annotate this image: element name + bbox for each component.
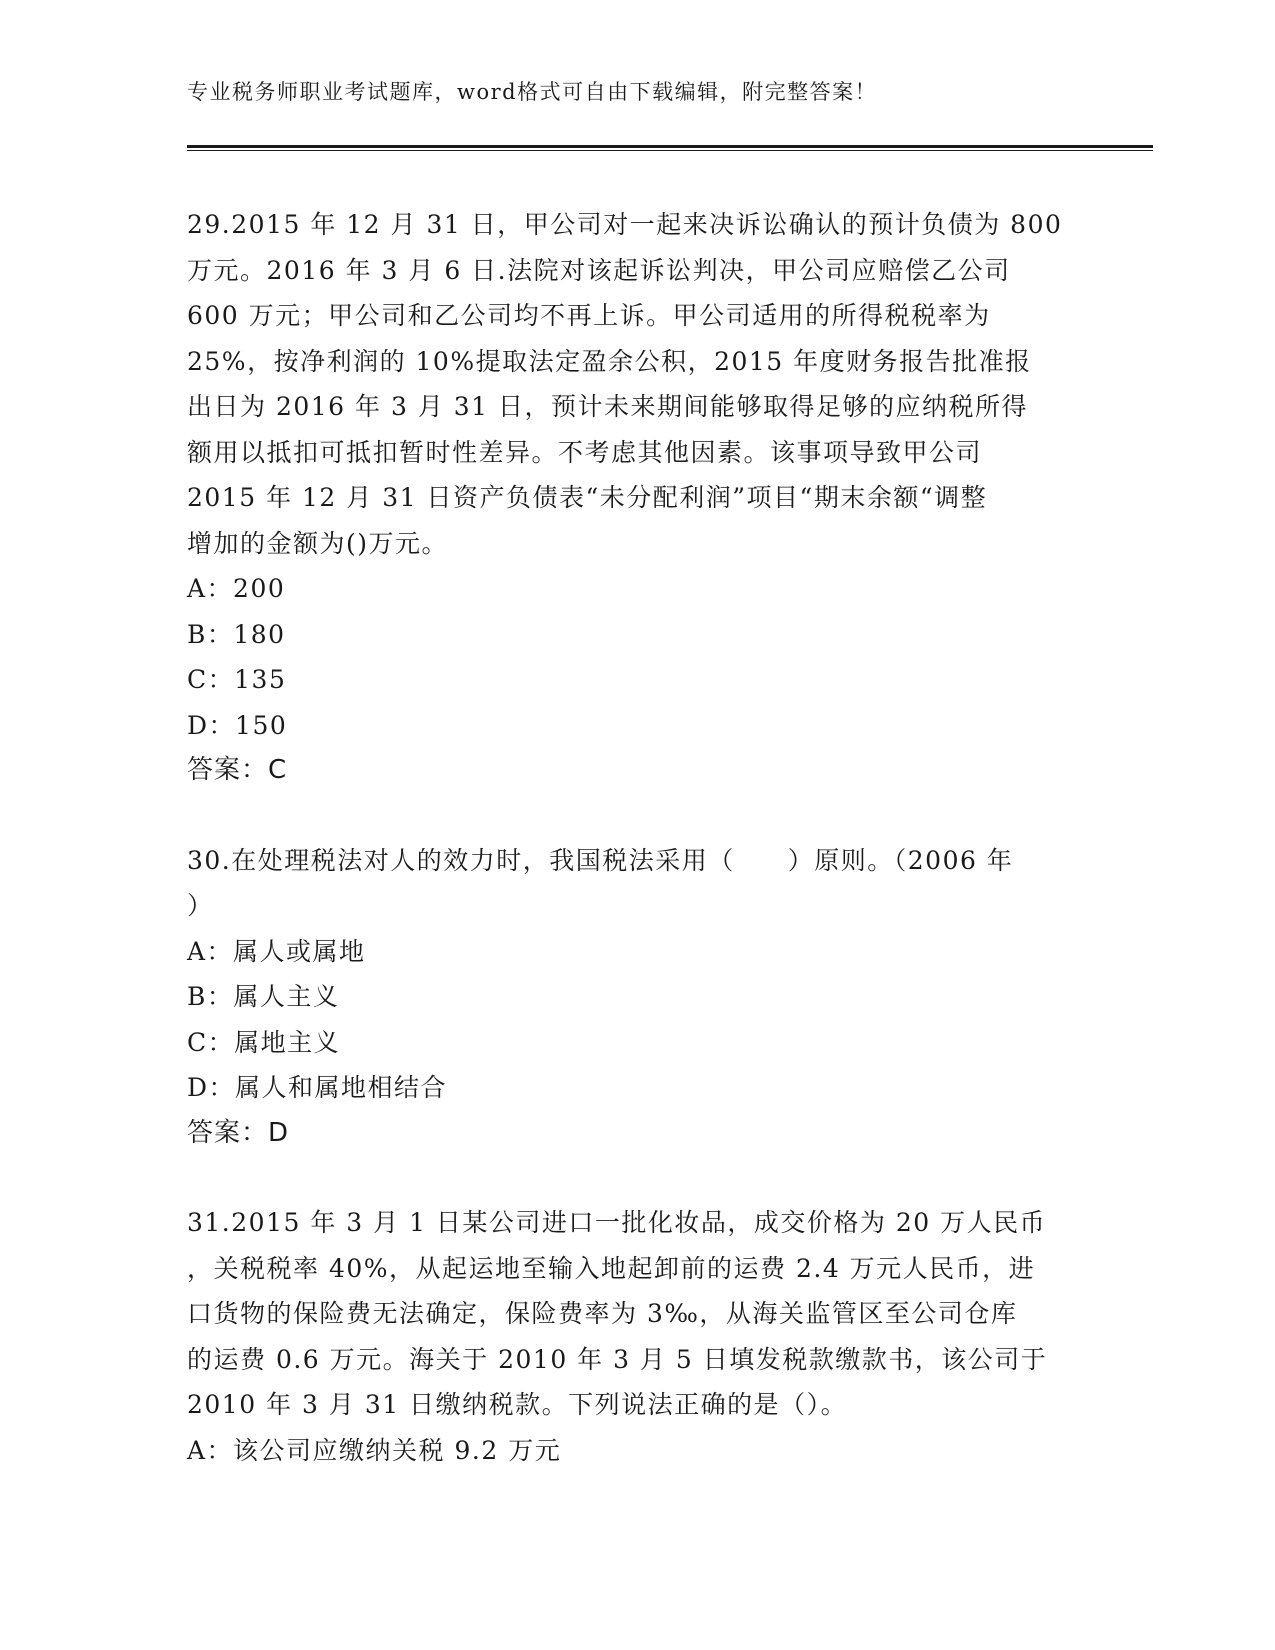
page-header-text: 专业税务师职业考试题库，word格式可自由下载编辑，附完整答案！ <box>187 80 878 104</box>
option-c: C：属地主义 <box>187 1027 341 1057</box>
option-a: A：200 <box>187 574 286 603</box>
answer-line: 答案：C <box>187 755 288 785</box>
question-text-line: 2015 年 12 月 31 日资产负债表“未分配利润”项目“期末余额“调整 <box>187 483 988 512</box>
question-text-line: ，关税税率 40%，从起运地至输入地起卸前的运费 2.4 万元人民币，进 <box>187 1253 1036 1283</box>
question-gap <box>187 794 1077 838</box>
question-text-line: 出日为 2016 年 3 月 31 日，预计未来期间能够取得足够的应纳税所得 <box>187 392 1029 421</box>
question-text-line: 的运费 0.6 万元。海关于 2010 年 3 月 5 日填发税款缴款书，该公司于 <box>187 1344 1048 1374</box>
answer-line: 答案：D <box>187 1117 290 1148</box>
question-text-line: 29.2015 年 12 月 31 日，甲公司对一起来决诉讼确认的预计负债为 800 <box>187 210 1063 239</box>
question-30 <box>187 838 1077 1157</box>
option-a: A：属人或属地 <box>187 936 366 966</box>
option-c: C：135 <box>187 665 287 694</box>
option-b: B：180 <box>187 619 286 649</box>
question-text-line: 口货物的保险费无法确定，保险费率为 3‰，从海关监管区至公司仓库 <box>187 1299 1018 1328</box>
header-rule-thick <box>187 145 1153 148</box>
question-text-line: ） <box>187 891 214 920</box>
question-text-line: 31.2015 年 3 月 1 日某公司进口一批化妆品，成交价格为 20 万人民币 <box>187 1208 1047 1237</box>
question-text-line: 万元。2016 年 3 月 6 日.法院对该起诉讼判决，甲公司应赔偿乙公司 <box>187 255 1011 285</box>
question-text-line: 2010 年 3 月 31 日缴纳税款。下列说法正确的是（）。 <box>187 1390 848 1419</box>
questions-content <box>187 202 1077 1473</box>
option-a: A：该公司应缴纳关税 9.2 万元 <box>187 1435 562 1465</box>
option-d: D：属人和属地相结合 <box>187 1073 448 1102</box>
question-gap <box>187 1156 1077 1200</box>
question-31 <box>187 1200 1077 1473</box>
header-rule-thin <box>187 150 1153 151</box>
question-text-line: 25%，按净利润的 10%提取法定盈余公积，2015 年度财务报告批准报 <box>187 346 1032 376</box>
question-text-line: 600 万元；甲公司和乙公司均不再上诉。甲公司适用的所得税税率为 <box>187 301 991 330</box>
option-d: D：150 <box>187 710 288 740</box>
question-text-line: 额用以抵扣可抵扣暂时性差异。不考虑其他因素。该事项导致甲公司 <box>187 437 983 467</box>
question-text-line: 增加的金额为()万元。 <box>187 528 449 558</box>
question-29 <box>187 202 1077 794</box>
option-b: B：属人主义 <box>187 982 340 1011</box>
question-text-line: 30.在处理税法对人的效力时，我国税法采用（ ）原则。（2006 年 <box>187 845 1014 875</box>
